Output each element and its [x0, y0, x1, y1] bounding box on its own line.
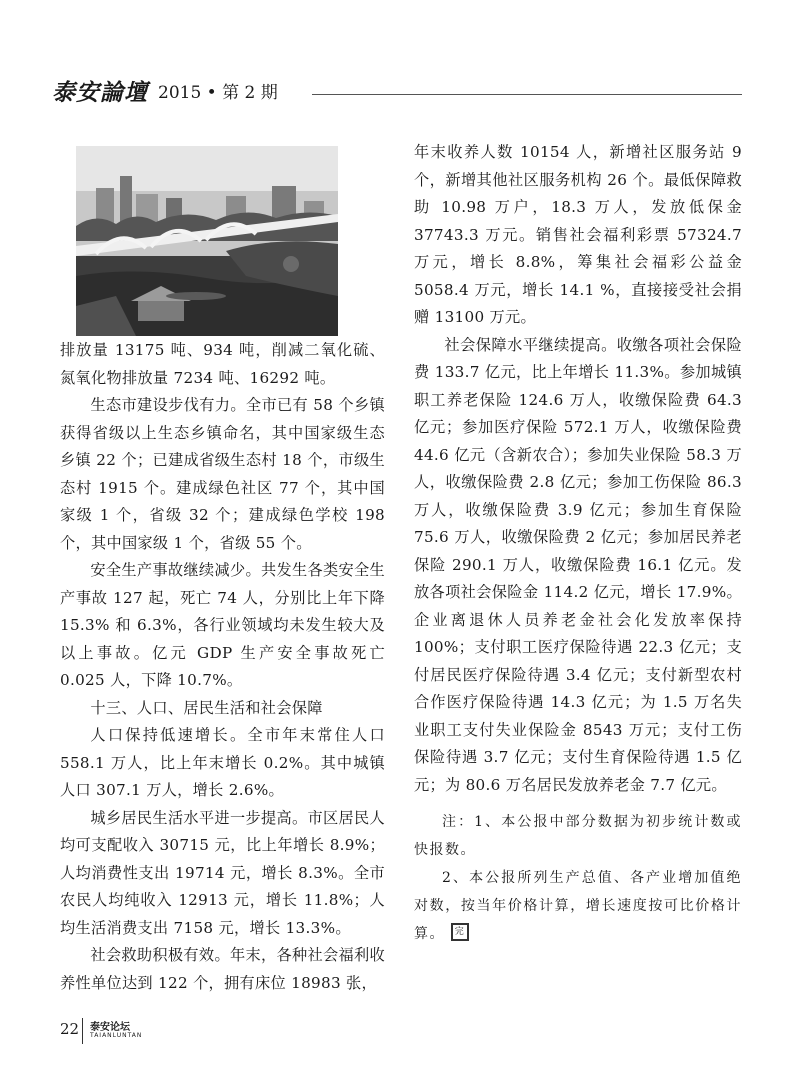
end-mark-icon: 完: [451, 923, 469, 941]
footer-divider: [82, 1018, 83, 1044]
note-item: [414, 864, 742, 948]
paragraph: 排放量 13175 吨、934 吨，削减二氧化硫、氮氧化物排放量 7234 吨、16292 吨。: [60, 341, 385, 387]
page-header: [52, 74, 742, 106]
photo-illustration: [76, 146, 338, 336]
issue-label: 2015 • 第 2 期: [158, 83, 278, 103]
journal-brand: 泰安論壇: [52, 79, 148, 106]
city-bridge-photo: [76, 146, 338, 336]
footer-journal-name: 泰安论坛: [90, 1022, 130, 1033]
paragraph: 年末收养人数 10154 人，新增社区服务站 9 个，新增其他社区服务机构 26 个。最低保障救助 10.98 万户，18.3 万人，发放低保金 37743.3 万元。销售社会福利彩票 57324.7 万元，增长 8.8%，筹集社会福彩公益金 5058.4 万元，增长 14.1 %，直接接受社会捐赠 13100 万元。: [414, 143, 742, 326]
paragraph: 安全生产事故继续减少。共发生各类安全生产事故 127 起，死亡 74 人，分别比上年下降 15.3% 和 6.3%，各行业领域均未发生较大及以上事故。亿元 GDP 生产安全事故死亡 0.025 人，下降 10.7%。: [60, 561, 385, 689]
paragraph: 社会保障水平继续提高。收缴各项社会保险费 133.7 亿元，比上年增长 11.3%。参加城镇职工养老保险 124.6 万人，收缴保险费 64.3 亿元；参加医疗保险 572.1 万人，收缴保险费 44.6 亿元（含新农合）；参加失业保险 58.3 万人，收缴保险费 2.8 亿元；参加工伤保险 86.3 万人，收缴保险费 3.9 亿元；参加生育保险 75.6 万人，收缴保险费 2 亿元；参加居民养老保险 290.1 万人，收缴保险费 16.1 亿元。发放各项社会保险金 114.2 亿元，增长 17.9%。企业离退休人员养老金社会化发放率保持 100%；支付职工医疗保险待遇 22.3 亿元；支付居民医疗保险待遇 3.4 亿元；支付新型农村合作医疗保险待遇 14.3 亿元；为 1.5 万名失业职工支付失业保险金 8543 万元；支付工伤保险待遇 3.7 亿元；支付生育保险待遇 1.5 亿元；为 80.6 万名居民发放养老金 7.7 亿元。: [414, 335, 742, 794]
left-column: [60, 337, 385, 997]
footer-journal-pinyin: TAIANLUNTAN: [90, 1032, 143, 1039]
note-text: 2、本公报所列生产总值、各产业增加值绝对数，按当年价格计算，增长速度按可比价格计算。: [414, 870, 742, 942]
paragraph: 人口保持低速增长。全市年末常住人口 558.1 万人，比上年末增长 0.2%。其中城镇人口 307.1 万人，增长 2.6%。: [60, 726, 385, 799]
note-item: 注：1、本公报中部分数据为初步统计数或快报数。: [414, 814, 742, 858]
paragraph: 城乡居民生活水平进一步提高。市区居民人均可支配收入 30715 元，比上年增长 8.9%；人均消费性支出 19714 元，增长 8.3%。全市农民人均纯收入 12913 元，增长 11.8%；人均生活消费支出 7158 元，增长 13.3%。: [60, 808, 385, 937]
notes-section: [414, 808, 742, 948]
right-column: [414, 139, 742, 799]
paragraph: 社会救助积极有效。年末，各种社会福利收养性单位达到 122 个，拥有床位 18983 张，: [60, 946, 385, 992]
paragraph: 生态市建设步伐有力。全市已有 58 个乡镇获得省级以上生态乡镇命名，其中国家级生态乡镇 22 个；已建成省级生态村 18 个，市级生态村 1915 个。建成绿色社区 77 个，其中国家级 1 个，省级 32 个；建成绿色学校 198 个，其中国家级 1 个，省级 55 个。: [60, 396, 385, 552]
header-rule: [312, 94, 742, 95]
section-heading: 十三、人口、居民生活和社会保障: [90, 698, 323, 717]
page-number: 22: [60, 1020, 80, 1038]
